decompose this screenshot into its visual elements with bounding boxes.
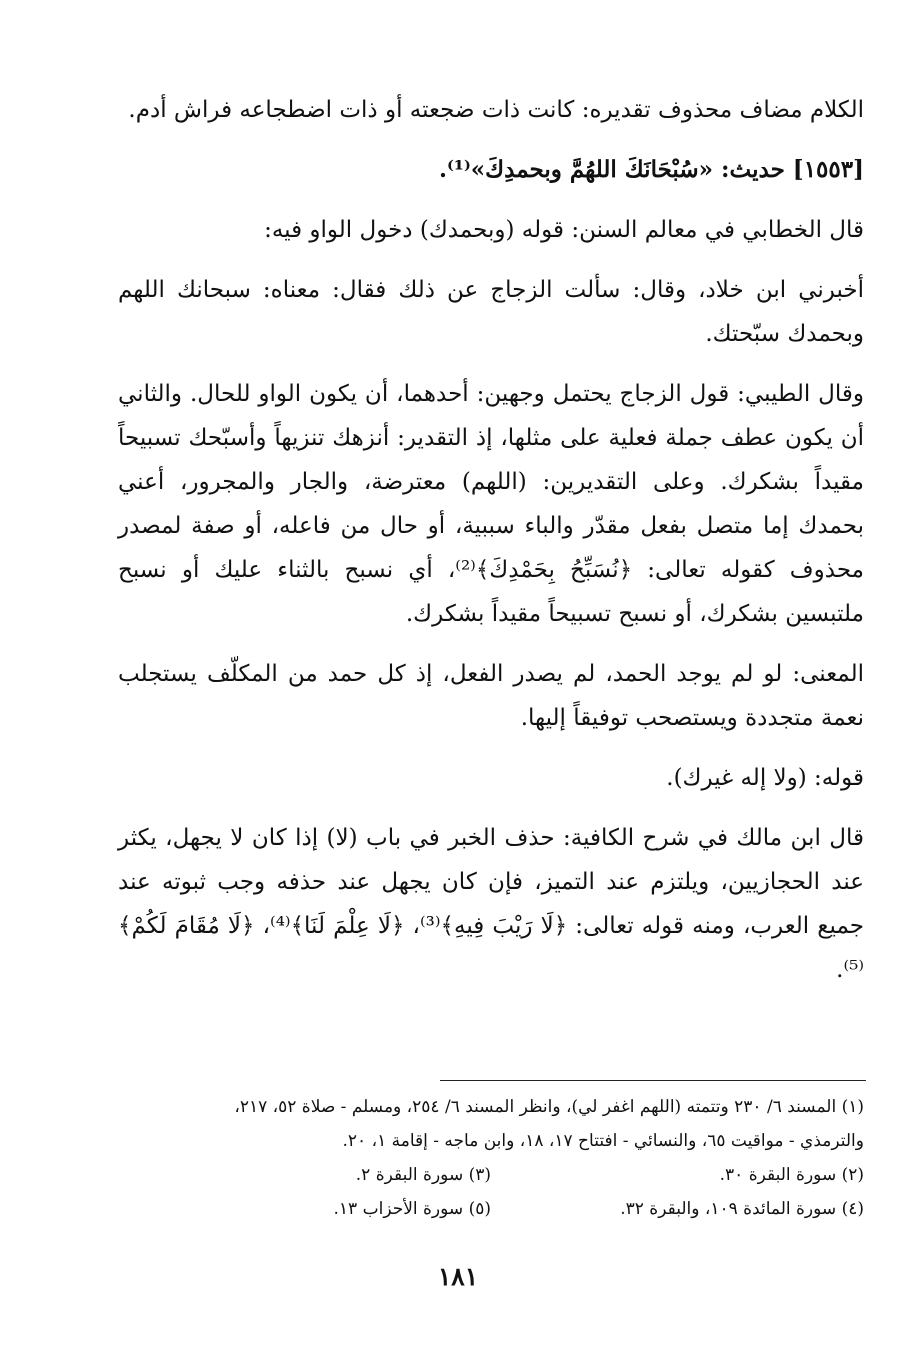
paragraph-6: قوله: (ولا إله غيرك). bbox=[666, 765, 864, 791]
footnote-4: (٤) سورة المائدة ١٠٩، والبقرة ٣٢. bbox=[620, 1199, 864, 1219]
main-text bbox=[118, 88, 864, 1008]
footnote-5: (٥) سورة الأحزاب ١٣. bbox=[333, 1199, 491, 1219]
footnote-3: (٣) سورة البقرة ٢. bbox=[355, 1165, 491, 1185]
paragraph-7: قال ابن مالك في شرح الكافية: حذف الخبر في باب (لا) إذا كان لا يجهل، يكثر عند الحجازيين، ويلتزم عند التميز، فإن كان يجهل عند حذفه وجب ثبوته عند جميع العرب، ومنه قوله تعالى: ﴿لَا رَيْبَ فِيهِ﴾⁽³⁾، ﴿لَا عِلْمَ لَنَا﴾⁽⁴⁾، ﴿لَا مُقَامَ لَكُمْ﴾⁽⁵⁾. bbox=[118, 825, 865, 983]
footnote-2: (٢) سورة البقرة ٣٠. bbox=[719, 1165, 864, 1185]
footnote-row-4-5 bbox=[118, 1192, 864, 1226]
footnote-1-line-1: (١) المسند ٦/ ٢٣٠ وتتمته (اللهم اغفر لي)، وانظر المسند ٦/ ٢٥٤، ومسلم - صلاة ٥٢، ٢١٧، bbox=[234, 1097, 864, 1117]
page-number: ١٨١ bbox=[437, 1262, 479, 1291]
footnote-divider bbox=[440, 1080, 866, 1081]
paragraph-1: الكلام مضاف محذوف تقديره: كانت ذات ضجعته أو ذات اضطجاعه فراش أدم. bbox=[128, 97, 864, 123]
paragraph-4: وقال الطيبي: قول الزجاج يحتمل وجهين: أحدهما، أن يكون الواو للحال. والثاني أن يكون عطف جملة فعلية على مثلها، إذ التقدير: أنزهك تنزيهاً وأسبّحك تسبيحاً مقيداً بشكرك. وعلى التقديرين: (اللهم) معترضة، والجار والمجرور، أعني بحمدك إما متصل بفعل مقدّر والباء سببية، أو حال من فاعله، أو صفة لمصدر محذوف كقوله تعالى: ﴿نُسَبِّحُ بِحَمْدِكَ﴾⁽²⁾، أي نسبح بالثناء عليك أو نسبح ملتبسين بشكرك، أو نسبح تسبيحاً مقيداً بشكرك. bbox=[118, 381, 864, 627]
footnote-1-line-2: والترمذي - مواقيت ٦٥، والنسائي - افتتاح ١٧، ١٨، وابن ماجه - إقامة ١، ٢٠. bbox=[342, 1131, 864, 1151]
hadith-heading: [١٥٥٣] حديث: «سُبْحَانَكَ اللهُمَّ وبحمدِكَ»⁽¹⁾. bbox=[439, 156, 864, 183]
footnote-row-2-3 bbox=[118, 1158, 864, 1192]
footnotes bbox=[118, 1090, 864, 1226]
paragraph-3: أخبرني ابن خلاد، وقال: سألت الزجاج عن ذلك فقال: معناه: سبحانك اللهم وبحمدك سبّحتك. bbox=[118, 277, 864, 347]
paragraph-2: قال الخطابي في معالم السنن: قوله (وبحمدك) دخول الواو فيه: bbox=[264, 217, 864, 243]
paragraph-5: المعنى: لو لم يوجد الحمد، لم يصدر الفعل، إذ كل حمد من المكلّف يستجلب نعمة متجددة ويستصحب توفيقاً إليها. bbox=[118, 661, 864, 731]
